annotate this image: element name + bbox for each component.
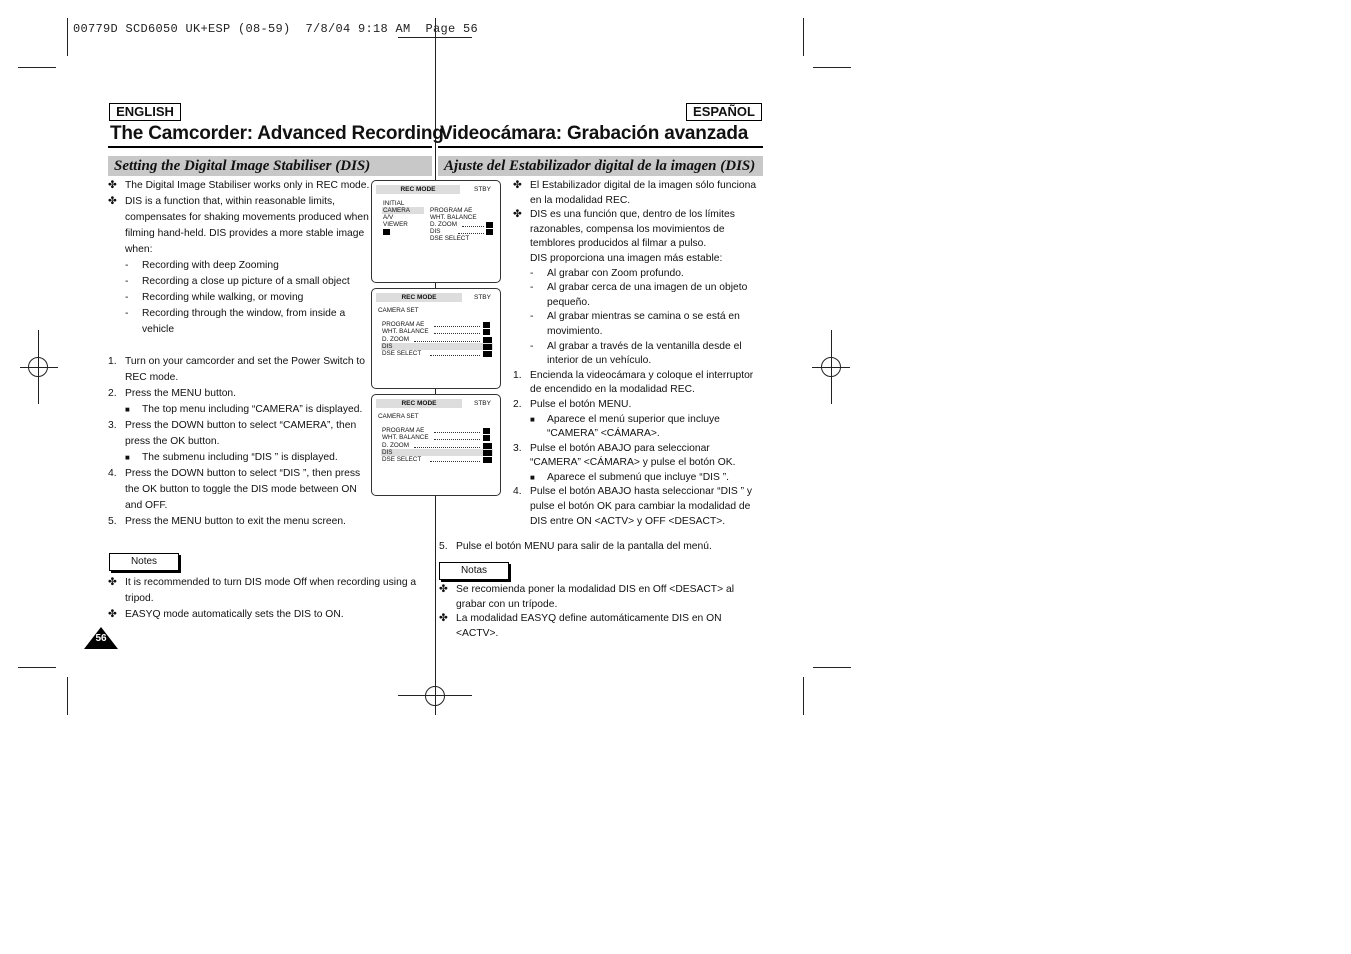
menu-item-wht-balance: WHT. BALANCE: [382, 328, 429, 335]
list-item-text: The submenu including “DIS ” is displayed.: [142, 452, 338, 463]
menu-item-initial: INITIAL: [383, 200, 405, 207]
list-item-text: Press the DOWN button to select “DIS ”, then press the OK button to toggle the DIS mode between ON and OFF.: [125, 468, 361, 511]
list-item-marker: ✤: [108, 196, 117, 207]
list-item-text: Pulse el botón ABAJO para seleccionar “CAMERA” <CÁMARA> y pulse el botón OK.: [530, 442, 736, 469]
menu-dots: [414, 447, 480, 448]
menu-value-block: [486, 229, 493, 235]
screen-section-camera-set: CAMERA SET: [378, 307, 419, 314]
list-item: [108, 306, 370, 338]
screen-section-camera-set: CAMERA SET: [378, 413, 419, 420]
list-item-marker: ■: [530, 414, 535, 424]
spanish-notes: [439, 583, 761, 641]
list-item: [108, 194, 370, 258]
crop-mark: [813, 67, 851, 68]
screen-stby: STBY: [474, 186, 491, 193]
list-item-marker: -: [530, 267, 534, 279]
list-item-marker: 3.: [108, 420, 117, 431]
list-item-marker: ✤: [108, 609, 117, 620]
list-item: [108, 607, 428, 623]
menu-highlight: [381, 449, 493, 456]
list-item-text: Al grabar cerca de una imagen de un objeto pequeño.: [547, 282, 748, 308]
english-notes-label: Notes: [109, 553, 179, 571]
list-item: [513, 310, 761, 339]
list-item-text: Press the MENU button.: [125, 388, 237, 399]
list-item: [513, 208, 761, 252]
menu-value-block: [486, 222, 493, 228]
list-item-text: Press the DOWN button to select “CAMERA”, then press the OK button.: [125, 420, 357, 447]
registration-mark: [821, 357, 841, 377]
list-item-text: Pulse el botón MENU.: [530, 398, 632, 410]
menu-dots: [414, 341, 480, 342]
page-number: 56: [95, 633, 107, 644]
list-item-text: Recording while walking, or moving: [142, 292, 304, 303]
list-item-text: It is recommended to turn DIS mode Off when recording using a tripod.: [125, 577, 417, 604]
menu-dots: [434, 326, 480, 327]
crop-mark: [67, 677, 68, 715]
menu-item-wht-balance: WHT. BALANCE: [382, 434, 429, 441]
menu-item-viewer: VIEWER: [383, 221, 408, 228]
spanish-notes-label: Notas: [439, 562, 509, 580]
list-item-text: Al grabar a través de la ventanilla desde el interior de un vehículo.: [547, 340, 742, 367]
list-item-text: Aparece el submenú que incluye “DIS ”.: [547, 471, 730, 483]
english-title-rule: [108, 146, 432, 148]
list-item: [513, 281, 761, 310]
english-notes: [108, 575, 428, 623]
list-item-text: Recording with deep Zooming: [142, 260, 279, 271]
list-item-text: Recording a close up picture of a small object: [142, 276, 350, 287]
list-item-marker: ✤: [513, 180, 522, 191]
list-item-marker: -: [530, 340, 534, 352]
list-item-text: Pulse el botón ABAJO hasta seleccionar “DIS ” y pulse el botón OK para cambiar la modalidad de DIS entre ON <ACTV> y OFF <DESACT>.: [530, 486, 753, 527]
submenu-dse-select: DSE SELECT: [430, 235, 470, 242]
list-item: [513, 413, 761, 442]
spanish-section-subtitle: Ajuste del Estabilizador digital de la imagen (DIS): [438, 156, 763, 176]
list-item-marker: ■: [125, 405, 130, 414]
menu-item-dis: DIS: [382, 449, 393, 456]
list-item-marker: ■: [530, 472, 535, 482]
list-item: [108, 575, 428, 607]
menu-value-block: [483, 428, 490, 434]
screen-stby: STBY: [474, 294, 491, 301]
list-item: [513, 252, 761, 267]
list-item-text: Turn on your camcorder and set the Power Switch to REC mode.: [125, 356, 365, 383]
list-item: [108, 290, 370, 306]
list-item-marker: 1.: [108, 356, 117, 367]
list-item-marker: -: [125, 292, 129, 303]
list-item-text: DIS proporciona una imagen más estable:: [530, 252, 723, 264]
spanish-language-label: ESPAÑOL: [686, 103, 762, 121]
menu-item-dse-select: DSE SELECT: [382, 456, 422, 463]
menu-value-block: [483, 435, 490, 441]
menu-value-block: [483, 351, 492, 357]
list-item-marker: 5.: [108, 516, 117, 527]
menu-item-program-ae: PROGRAM AE: [382, 427, 425, 434]
menu-item-d-zoom: D. ZOOM: [382, 442, 409, 449]
list-item: [108, 418, 370, 450]
list-item-marker: -: [125, 276, 129, 287]
list-item-marker: ✤: [108, 180, 117, 191]
list-item: [108, 402, 370, 418]
submenu-program-ae: PROGRAM AE: [430, 207, 473, 214]
list-item-marker: -: [125, 308, 129, 319]
list-item: [108, 258, 370, 274]
list-item: [513, 442, 761, 471]
list-item-marker: ✤: [108, 577, 117, 588]
crop-mark: [813, 667, 851, 668]
list-item-text: Press the MENU button to exit the menu screen.: [125, 516, 346, 527]
list-item-marker: -: [530, 311, 534, 323]
crop-mark: [67, 18, 68, 56]
list-item-marker: ✤: [439, 584, 448, 595]
print-slug: 00779D SCD6050 UK+ESP (08-59) 7/8/04 9:18 AM Page 56: [73, 22, 479, 36]
submenu-dis: DIS: [430, 228, 441, 235]
menu-value-block: [483, 322, 490, 328]
menu-value-block: [483, 450, 492, 456]
crop-mark: [803, 18, 804, 56]
list-item-text: Al grabar mientras se camina o se está en movimiento.: [547, 311, 740, 337]
menu-dots: [430, 355, 480, 356]
registration-mark: [28, 357, 48, 377]
list-item-text: Recording through the window, from inside a vehicle: [142, 308, 346, 335]
english-page-title: The Camcorder: Advanced Recording: [110, 123, 444, 144]
spanish-intro: [513, 179, 761, 529]
list-item-text: La modalidad EASYQ define automáticamente DIS en ON <ACTV>.: [456, 613, 722, 639]
list-item-marker: 2.: [513, 398, 522, 410]
menu-value-block: [483, 329, 490, 335]
english-section-subtitle: Setting the Digital Image Stabiliser (DIS): [108, 156, 432, 176]
menu-screen-top: [371, 180, 501, 283]
menu-item-camera: CAMERA: [383, 207, 410, 214]
spanish-step-5: 5. Pulse el botón MENU para salir de la pantalla del menú.: [439, 541, 712, 552]
list-item-text: Al grabar con Zoom profundo.: [547, 267, 684, 279]
menu-screen-middle: [371, 288, 501, 389]
list-item-marker: ✤: [513, 209, 522, 221]
list-item: [513, 340, 761, 369]
menu-value-block: [383, 229, 390, 235]
menu-dots: [434, 333, 480, 334]
english-intro: [108, 178, 370, 530]
menu-value-block: [483, 457, 492, 463]
list-item-text: Aparece el menú superior que incluye “CAMERA” <CÁMARA>.: [547, 413, 720, 440]
crop-mark: [18, 67, 56, 68]
menu-highlight: [381, 343, 493, 350]
list-item-text: EASYQ mode automatically sets the DIS to ON.: [125, 609, 344, 620]
menu-value-block: [483, 344, 492, 350]
screen-stby: STBY: [474, 400, 491, 407]
screen-mode-header: REC MODE: [376, 185, 460, 194]
list-item-marker: -: [530, 282, 534, 294]
list-item-text: Se recomienda poner la modalidad DIS en Off <DESACT> al grabar con un trípode.: [456, 584, 734, 610]
list-item: [513, 179, 761, 208]
menu-dots: [458, 233, 484, 234]
list-item-marker: 4.: [108, 468, 117, 479]
menu-dots: [462, 226, 484, 227]
list-item: [108, 274, 370, 290]
menu-dots: [434, 439, 480, 440]
list-item: [108, 466, 370, 514]
list-item-text: Encienda la videocámara y coloque el interruptor de encendido en la modalidad REC.: [530, 369, 754, 396]
list-item: [513, 398, 761, 413]
list-item-marker: 3.: [513, 442, 522, 454]
list-item-text: DIS is a function that, within reasonable limits, compensates for shaking movements produced when filming hand-held. DIS provides a more stable image when:: [125, 196, 369, 255]
list-item: [513, 267, 761, 282]
screen-mode-header: REC MODE: [376, 399, 462, 408]
list-item-marker: -: [125, 260, 129, 271]
menu-item-av: A/V: [383, 214, 394, 221]
list-item-marker: ✤: [439, 613, 448, 625]
menu-item-program-ae: PROGRAM AE: [382, 321, 425, 328]
list-item-text: The Digital Image Stabiliser works only in REC mode.: [125, 180, 370, 191]
list-item-marker: 1.: [513, 369, 522, 381]
list-item: [108, 386, 370, 402]
crop-mark: [803, 677, 804, 715]
menu-item-d-zoom: D. ZOOM: [382, 336, 409, 343]
list-item: [439, 612, 761, 641]
list-item-text: El Estabilizador digital de la imagen sólo funciona en la modalidad REC.: [530, 180, 757, 206]
screen-mode-header: REC MODE: [376, 293, 462, 302]
list-item: [513, 485, 761, 529]
list-item-marker: ■: [125, 453, 130, 462]
list-item-text: The top menu including “CAMERA” is displayed.: [142, 404, 363, 415]
list-item: [108, 354, 370, 386]
list-item-text: DIS es una función que, dentro de los límites razonables, compensa los movimientos de temblores producidos al filmar a pulso.: [530, 209, 735, 250]
submenu-d-zoom: D. ZOOM: [430, 221, 457, 228]
english-language-label: ENGLISH: [109, 103, 181, 121]
menu-screen-bottom: [371, 394, 501, 496]
list-item: [108, 514, 370, 530]
list-item: [439, 583, 761, 612]
list-item: [513, 369, 761, 398]
submenu-wht-balance: WHT. BALANCE: [430, 214, 477, 221]
list-item-marker: 2.: [108, 388, 117, 399]
menu-item-dis: DIS: [382, 343, 393, 350]
menu-dots: [430, 461, 480, 462]
list-item-marker: 4.: [513, 486, 522, 498]
menu-item-dse-select: DSE SELECT: [382, 350, 422, 357]
spanish-page-title: Videocámara: Grabación avanzada: [440, 123, 749, 144]
crop-mark: [18, 667, 56, 668]
list-item: [108, 178, 370, 194]
menu-dots: [434, 432, 480, 433]
spanish-title-rule: [438, 146, 763, 148]
list-item: [108, 450, 370, 466]
list-item: [513, 471, 761, 486]
